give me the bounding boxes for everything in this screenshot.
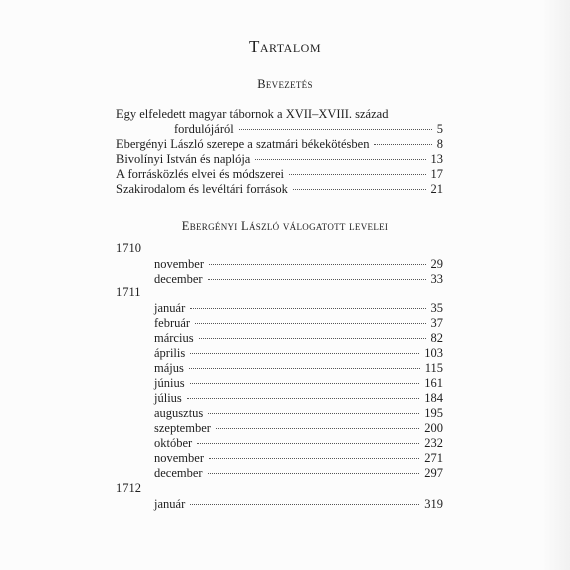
month-label: március (154, 331, 194, 345)
month-entry (154, 360, 443, 376)
month-page: 232 (424, 436, 443, 450)
month-page: 297 (424, 466, 443, 480)
leader-dots (208, 413, 419, 414)
month-page: 115 (424, 361, 443, 375)
month-entry (154, 330, 443, 346)
year-label: 1712 (116, 481, 141, 495)
month-entry (154, 405, 443, 421)
leader-dots (209, 264, 426, 265)
letters-heading: Ebergényi László válogatott levelei (181, 219, 389, 233)
month-entry (154, 375, 443, 391)
toc-entry-label: Ebergényi László szerepe a szatmári békekötésben (116, 137, 370, 151)
month-page: 195 (424, 406, 443, 420)
page-title: Tartalom (248, 37, 322, 56)
leader-dots (374, 144, 431, 145)
toc-entry-first-line: Egy elfeledett magyar tábornok a XVII–XVIII. század (116, 107, 389, 121)
month-entry (154, 390, 443, 406)
toc-entry (116, 136, 443, 152)
month-label: január (154, 497, 186, 511)
month-label: augusztus (154, 406, 204, 420)
month-page: 319 (424, 497, 443, 511)
leader-dots (197, 443, 419, 444)
month-label: június (154, 376, 185, 390)
month-page: 103 (424, 346, 443, 360)
leader-dots (293, 189, 426, 190)
month-page: 37 (430, 316, 443, 330)
month-label: szeptember (154, 421, 211, 435)
leader-dots (190, 504, 419, 505)
toc-entry (116, 181, 443, 197)
month-page: 161 (424, 376, 443, 390)
month-entry (154, 420, 443, 436)
month-label: november (154, 257, 204, 271)
leader-dots (190, 308, 425, 309)
month-label: január (154, 301, 186, 315)
month-page: 29 (430, 257, 443, 271)
leader-dots (190, 353, 419, 354)
toc-entry (116, 166, 443, 182)
leader-dots (208, 279, 426, 280)
toc-entry-page: 21 (430, 182, 443, 196)
leader-dots (216, 428, 419, 429)
month-label: április (154, 346, 186, 360)
month-entry (154, 300, 443, 316)
toc-entry-page: 17 (430, 167, 443, 181)
month-page: 271 (424, 451, 443, 465)
year-label: 1710 (116, 241, 141, 255)
toc-entry-page: 8 (436, 137, 443, 151)
leader-dots (209, 458, 419, 459)
toc-entry-page: 5 (436, 122, 443, 136)
leader-dots (189, 368, 420, 369)
month-page: 184 (424, 391, 443, 405)
leader-dots (187, 398, 419, 399)
leader-dots (195, 323, 425, 324)
toc-entry-page: 13 (430, 152, 443, 166)
leader-dots (190, 383, 420, 384)
leader-dots (255, 159, 425, 160)
leader-dots (239, 129, 432, 130)
toc-entry-label: Bivolínyi István és naplója (116, 152, 251, 166)
month-label: november (154, 451, 204, 465)
month-page: 200 (424, 421, 443, 435)
month-entry (154, 315, 443, 331)
month-entry (154, 450, 443, 466)
month-entry (154, 496, 443, 512)
month-label: július (154, 391, 182, 405)
month-page: 33 (430, 272, 443, 286)
month-page: 35 (430, 301, 443, 315)
month-entry (154, 465, 443, 481)
month-label: február (154, 316, 191, 330)
intro-heading: Bevezetés (257, 77, 313, 91)
month-entry (154, 256, 443, 272)
toc-entry-label: fordulójáról (174, 122, 234, 136)
leader-dots (208, 473, 420, 474)
toc-entry-label: Szakirodalom és levéltári források (116, 182, 288, 196)
month-entry (154, 435, 443, 451)
leader-dots (289, 174, 426, 175)
month-label: május (154, 361, 184, 375)
month-page: 82 (430, 331, 443, 345)
month-label: december (154, 272, 203, 286)
month-label: december (154, 466, 203, 480)
month-entry (154, 345, 443, 361)
month-entry (154, 271, 443, 287)
toc-entry (116, 151, 443, 167)
year-label: 1711 (116, 285, 141, 299)
toc-entry-label: A forrásközlés elvei és módszerei (116, 167, 284, 181)
toc-entry (174, 121, 443, 137)
month-label: október (154, 436, 193, 450)
leader-dots (199, 338, 426, 339)
